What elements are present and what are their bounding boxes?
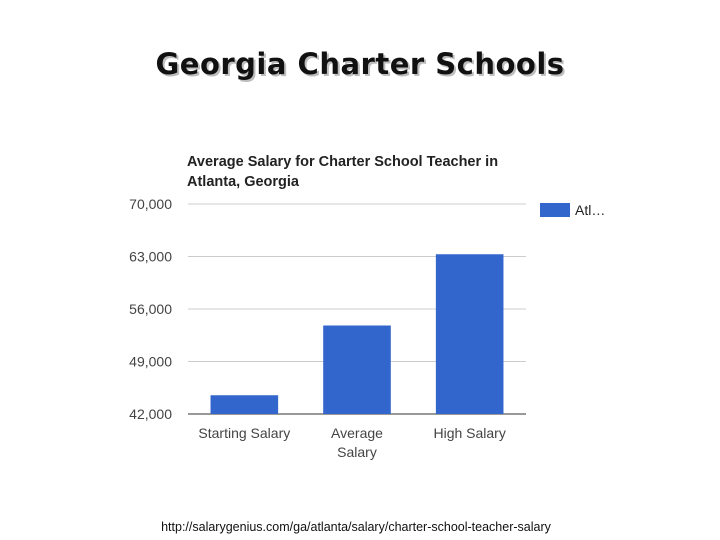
bar (323, 326, 391, 415)
y-tick-label: 49,000 (129, 353, 172, 370)
legend (540, 202, 605, 218)
legend-swatch (540, 203, 570, 217)
y-axis-tick-labels (129, 196, 172, 422)
y-tick-label: 63,000 (129, 248, 172, 265)
chart-title-line-1: Average Salary for Charter School Teacher in (187, 154, 499, 170)
x-category-label: Salary (337, 444, 377, 460)
x-category-label: Starting Salary (198, 425, 291, 441)
bars (211, 254, 504, 414)
x-axis-category-labels (198, 425, 505, 460)
bar (211, 395, 279, 414)
x-category-label: Average (331, 425, 383, 441)
y-tick-label: 70,000 (129, 196, 172, 212)
x-category-label: High Salary (433, 425, 506, 441)
y-tick-label: 56,000 (129, 301, 172, 317)
chart-title-line-2: Atlanta, Georgia (187, 174, 299, 190)
y-tick-label: 42,000 (129, 406, 172, 422)
bar (436, 254, 504, 414)
legend-label: Atl… (575, 202, 606, 218)
source-url: http://salarygenius.com/ga/atlanta/salary/charter-school-teacher-salary (161, 520, 551, 534)
slide-title: Georgia Charter Schools (155, 47, 565, 81)
